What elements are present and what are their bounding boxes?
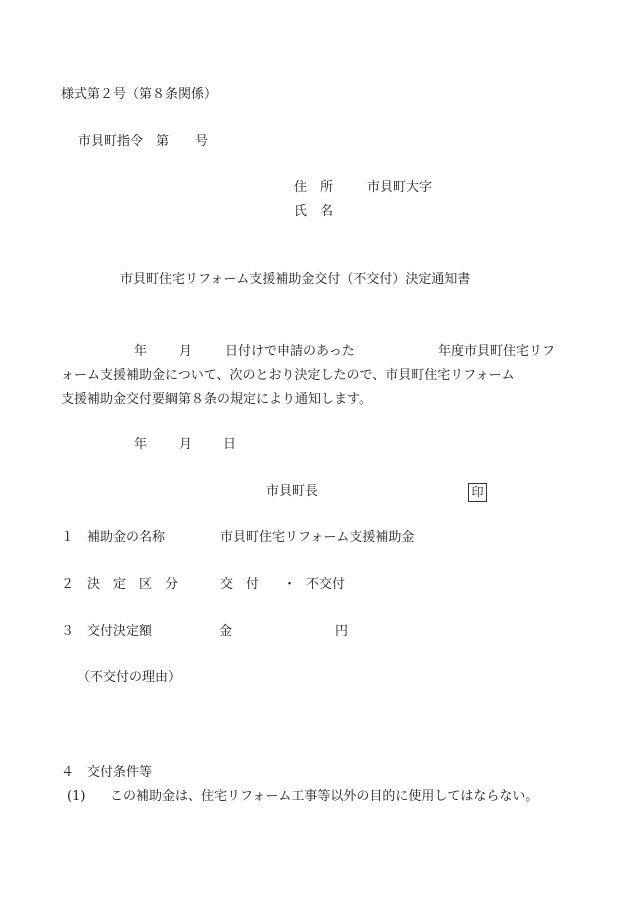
body-line-3: 支援補助金交付要綱第８条の規定により通知します。 [61,392,372,407]
body-application-text: 日付けで申請のあった [225,344,355,359]
body-line-2: ォーム支援補助金について、次のとおり決定したので、市貝町住宅リフォーム [61,368,515,383]
reason-label: （不交付の理由） [77,670,182,685]
body-fiscal-year: 年度市貝町住宅リフ [438,344,556,359]
address-label: 住 所 [294,180,334,195]
item-4-sub-number: (1) [67,789,86,804]
document-number: 市貝町指令 第 号 [78,134,209,149]
date-month: 月 [179,437,193,452]
document-title: 市貝町住宅リフォーム支援補助金交付（不交付）決定通知書 [120,272,471,287]
item-2-label: ２ 決 定 区 分 [61,577,179,592]
form-label: 様式第２号（第８条関係） [61,87,218,102]
body-month: 月 [179,344,193,359]
item-1-value: 市貝町住宅リフォーム支援補助金 [220,530,415,545]
item-3-prefix: 金 [219,624,233,639]
item-3-unit: 円 [335,624,349,639]
body-year: 年 [134,344,148,359]
seal-mark: 印 [468,483,487,502]
item-2-separator: ・ [283,577,297,592]
item-2-option-nongrant: 不交付 [306,577,346,592]
date-year: 年 [134,437,148,452]
name-label: 氏 名 [294,204,334,219]
item-4-label: ４ 交付条件等 [61,765,153,780]
date-day: 日 [223,437,237,452]
item-2-option-grant: 交 付 [220,577,260,592]
address-value: 市貝町大字 [367,180,433,195]
item-1-label: １ 補助金の名称 [61,530,166,545]
item-4-sub-text: この補助金は、住宅リフォーム工事等以外の目的に使用してはならない。 [110,789,539,804]
item-3-label: ３ 交付決定額 [61,624,153,639]
issuer-name: 市貝町長 [266,484,319,499]
